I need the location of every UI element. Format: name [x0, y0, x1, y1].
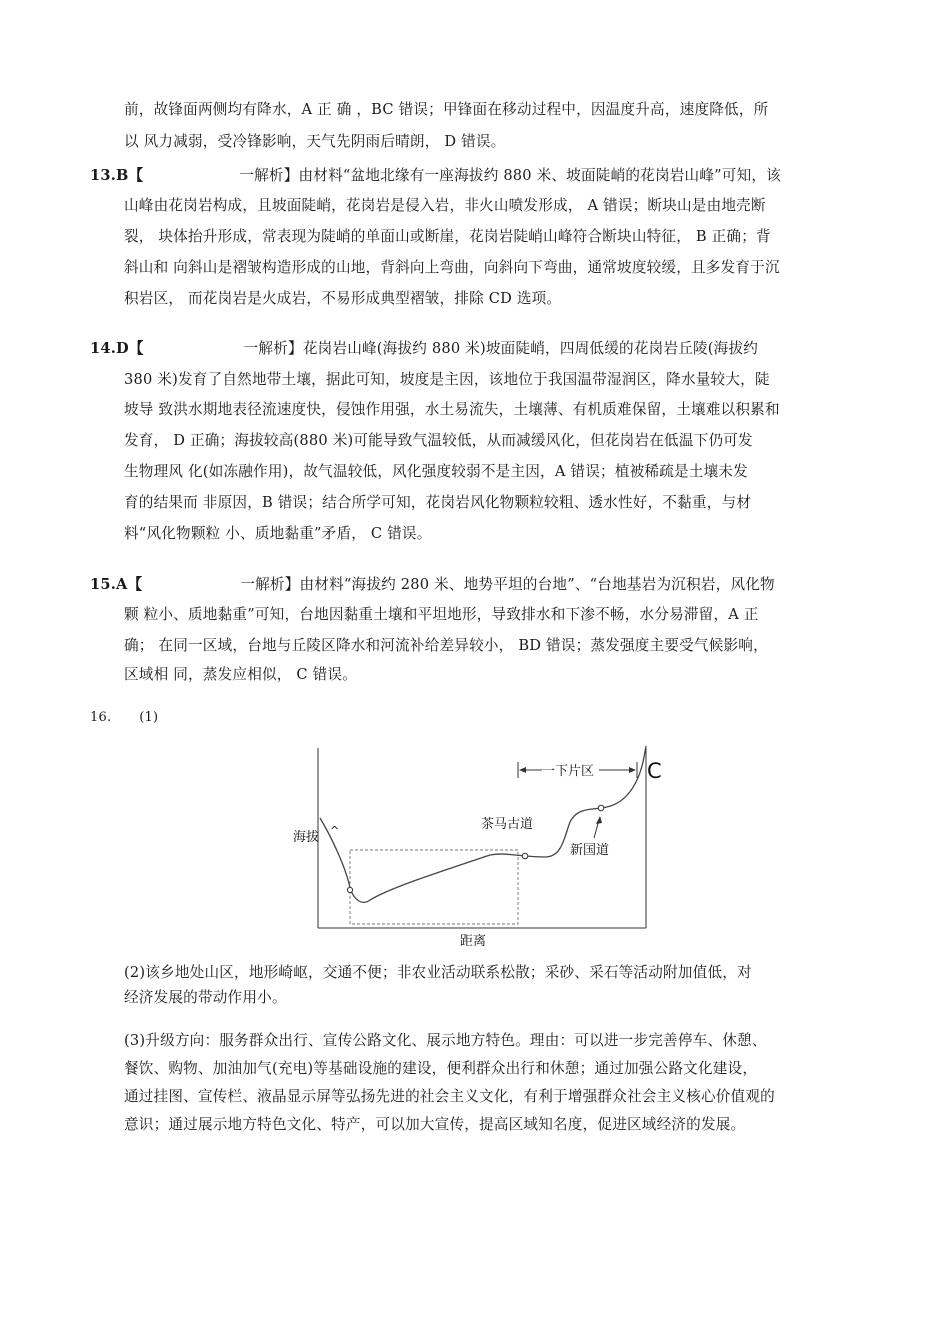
curve-point-marker [347, 887, 352, 892]
text-line: 山峰由花岗岩构成，且坡面陡峭，花岗岩是侵入岩，非火山喷发形成， A 错误；断块山是由地壳断 [124, 197, 766, 214]
text-line: 前，故锋面两侧均有降水，A 正 确 ，BC 错误；甲锋面在移动过程中，因温度升高，速度降低，所 [124, 101, 769, 118]
question-16-part-1: (1) [139, 710, 159, 725]
question-16-number: 16. [90, 710, 112, 725]
text-line: 发育， D 正确；海拔较高(880 米)可能导致气温较低，从而减缓风化，但花岗岩在低温下仍可发 [124, 432, 753, 449]
text-line: 餐饮、购物、加油加气(充电)等基础设施的建设，便利群众出行和休憩；通过加强公路文化建设， [124, 1060, 758, 1077]
text-line: (2)该乡地处山区，地形崎岖，交通不便；非农业活动联系松散；采砂、采石等活动附加值低，对 [124, 964, 752, 981]
text-line: 以 风力减弱，受冷锋影响，天气先阴雨后晴朗， D 错误。 [124, 133, 506, 150]
question-13-number: 13.B【 [90, 167, 144, 184]
text-line: 颗 粒小、质地黏重”可知，台地因黏重土壤和平坦地形，导致排水和下渗不畅，水分易滞留，A 正 [124, 606, 759, 623]
text-line: 坡导 致洪水期地表径流速度快，侵蚀作用强，水土易流失，土壤薄、有机质难保留，土壤难以积累和 [124, 401, 780, 418]
text-line: 通过挂图、宣传栏、液晶显示屏等弘扬先进的社会主义文化，有利于增强群众社会主义核心价值观的 [124, 1088, 775, 1105]
question-15-analysis: 一解析】由材料“海拔约 280 米、地势平坦的台地”、“台地基岩为沉积岩，风化物 [240, 576, 775, 593]
zone-arrowhead-right [629, 767, 636, 773]
tea-road-label: 茶马古道 [481, 817, 534, 832]
question-16-line [90, 708, 158, 728]
zone-arrowhead-left [519, 767, 526, 773]
text-line: 育的结果而 非原因，B 错误；结合所学可知，花岗岩风化物颗粒较粗、透水性好，不黏重，与材 [124, 494, 752, 511]
corner-label: C [647, 759, 662, 783]
caret-mark: ^ [330, 824, 340, 837]
new-road-label: 新国道 [570, 843, 610, 858]
text-line: 380 米)发育了自然地带土壤，据此可知，坡度是主因，该地位于我国温带湿润区，降水量较大，陡 [124, 371, 770, 388]
question-13-analysis: 一解析】由材料“盆地北缘有一座海拔约 880 米、坡面陡峭的花岗岩山峰”可知，该 [239, 167, 781, 184]
text-line: (3)升级方向：服务群众出行、宣传公路文化、展示地方特色。理由：可以进一步完善停车、休憩、 [124, 1032, 767, 1049]
question-15-line [90, 575, 775, 595]
new-road-point-marker [598, 805, 604, 811]
tea-road-point-marker [522, 853, 528, 859]
dashed-area-box [350, 850, 518, 924]
text-line: 料“风化物颗粒 小、质地黏重”矛盾， C 错误。 [124, 525, 432, 542]
y-axis-label: 海拔 [293, 830, 320, 845]
question-15-number: 15.A【 [90, 576, 143, 593]
text-line: 确； 在同一区域，台地与丘陵区降水和河流补给差异较小， BD 错误；蒸发强度主要受气候影响， [124, 637, 768, 654]
text-line: 裂， 块体抬升形成，常表现为陡峭的单面山或断崖，花岗岩陡峭山峰符合断块山特征， B 正确；背 [124, 228, 771, 245]
text-line: 区域相 同，蒸发应相似， C 错误。 [124, 666, 357, 683]
new-road-arrowhead [596, 816, 602, 824]
terrain-profile-figure [280, 740, 680, 952]
question-14-line [90, 339, 758, 359]
zone-label: 一下片区 [542, 764, 595, 779]
text-line: 斜山和 向斜山是褶皱构造形成的山地，背斜向上弯曲，向斜向下弯曲，通常坡度较缓，且多发育于沉 [124, 259, 780, 276]
text-line: 积岩区， 而花岗岩是火成岩，不易形成典型褶皱，排除 CD 选项。 [124, 290, 562, 307]
question-14-number: 14.D【 [90, 340, 144, 357]
x-axis-label: 距离 [460, 934, 487, 949]
question-13-line [90, 166, 781, 186]
text-line: 生物理风 化(如冻融作用)，故气温较低，风化强度较弱不是主因，A 错误；植被稀疏是土壤未发 [124, 463, 748, 480]
question-14-analysis: 一解析】花岗岩山峰(海拔约 880 米)坡面陡峭，四周低缓的花岗岩丘陵(海拔约 [243, 340, 759, 357]
text-line: 经济发展的带动作用小。 [124, 989, 287, 1006]
text-line: 意识；通过展示地方特色文化、特产，可以加大宣传，提高区域知名度，促进区域经济的发展。 [124, 1116, 746, 1133]
